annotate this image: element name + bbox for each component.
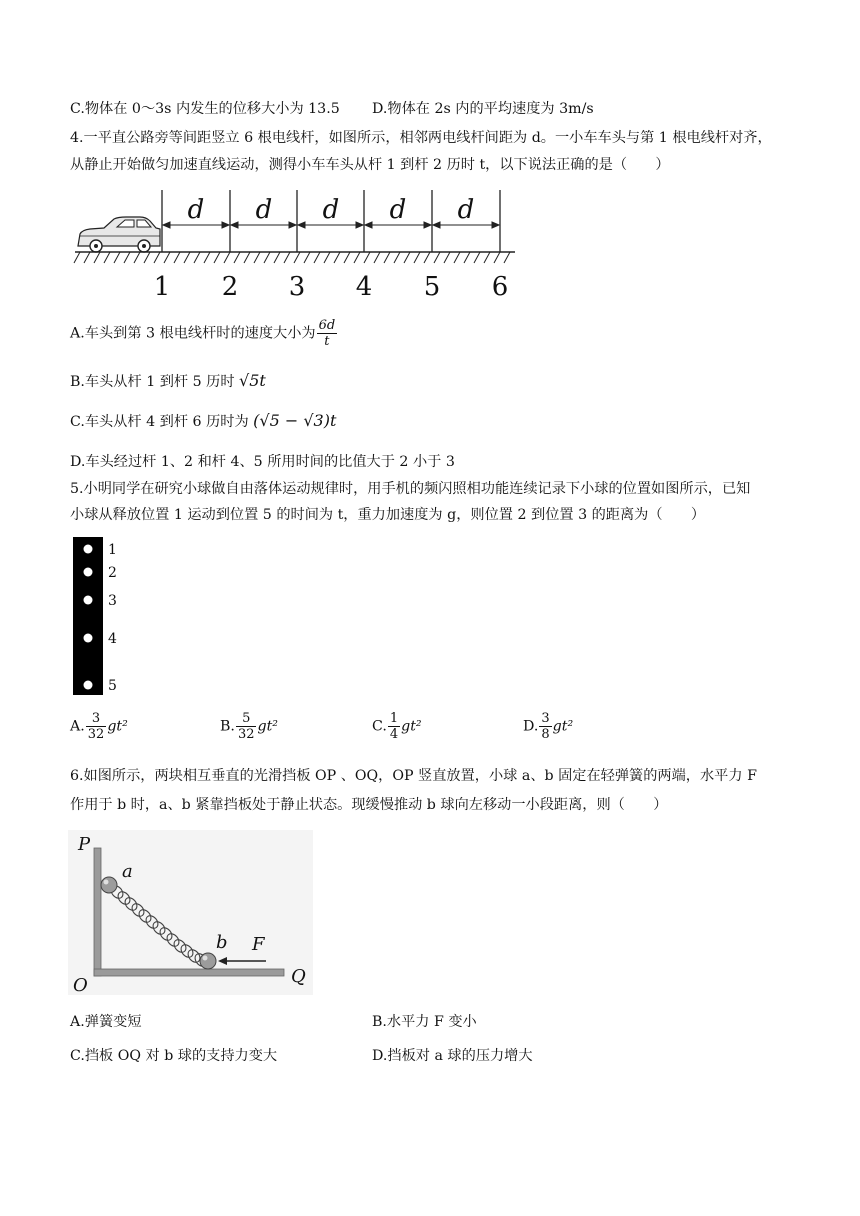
q6-stem-line2: 作用于 b 时，a、b 紧靠挡板处于静止状态。现缓慢推动 b 球向左移动一小段距离，则（ ）: [70, 797, 668, 813]
q4-pole-label: 3: [288, 272, 306, 302]
q4-pole-label: 4: [355, 272, 373, 302]
q4-option-c-text: C.车头从杆 4 到杆 6 历时为: [70, 414, 249, 430]
q4-figure-road-poles: [70, 188, 520, 303]
q4-spacing-label: d: [187, 195, 205, 225]
ball-b: [200, 953, 216, 969]
q4-option-c-expr: (√5 − √3)t: [253, 411, 337, 430]
q5-stem-line1: 5.小明同学在研究小球做自由落体运动规律时，用手机的频闪照相功能连续记录下小球的位置如图所示，已知: [70, 481, 751, 497]
q4-spacing-label: d: [457, 195, 475, 225]
label-b: b: [216, 932, 228, 953]
q5-option-b: B. $\frac{5}{32}$ gt²: [220, 711, 278, 742]
q5-option-d: D. $\frac{3}{8}$ gt²: [523, 711, 574, 742]
label-Q: Q: [291, 966, 306, 987]
q5-option-c: C. $\frac{1}{4}$ gt²: [372, 711, 422, 742]
q5-figure-strobe: [70, 535, 130, 698]
q4-pole-label: 6: [491, 272, 509, 302]
q4-option-b-expr: √5t: [239, 371, 266, 390]
q4-stem-line2: 从静止开始做匀加速直线运动，测得小车车头从杆 1 到杆 2 历时 t，以下说法正确的是（ ）: [70, 157, 670, 173]
q4-spacing-label: d: [389, 195, 407, 225]
label-a: a: [122, 861, 133, 882]
q5-stem-line2: 小球从释放位置 1 运动到位置 5 的时间为 t，重力加速度为 g，则位置 2 到位置 3 的距离为（ ）: [70, 507, 706, 523]
q4-option-b: [70, 371, 266, 391]
q5-position-label: 5: [108, 678, 117, 694]
q6-option-b: B.水平力 F 变小: [372, 1014, 477, 1030]
q4-option-a-text: A.车头到第 3 根电线杆时的速度大小为: [70, 325, 316, 342]
q4-stem-line1: 4.一平直公路旁等间距竖立 6 根电线杆，如图所示，相邻两电线杆间距为 d。一小车车头与第 1 根电线杆对齐，: [70, 130, 772, 146]
q4-option-c: [70, 411, 336, 431]
q5-position-label: 1: [108, 542, 117, 558]
q4-option-a: [70, 318, 338, 349]
q4-option-b-text: B.车头从杆 1 到杆 5 历时: [70, 374, 235, 390]
q6-stem-line1: 6.如图所示，两块相互垂直的光滑挡板 OP 、OQ，OP 竖直放置，小球 a、b 固定在轻弹簧的两端，水平力 F: [70, 768, 757, 784]
q6-option-d: D.挡板对 a 球的压力增大: [372, 1048, 533, 1064]
ball-a: [101, 877, 117, 893]
q6-option-c: C.挡板 OQ 对 b 球的支持力变大: [70, 1048, 278, 1064]
q5-position-label: 3: [108, 593, 117, 609]
q3-option-c: C.物体在 0～3s 内发生的位移大小为 13.5: [70, 101, 340, 117]
label-F: F: [252, 934, 265, 955]
label-P: P: [78, 834, 91, 855]
q3-option-d: D.物体在 2s 内的平均速度为 3m/s: [372, 101, 594, 117]
q5-option-a: A. $\frac{3}{32}$ gt²: [70, 711, 128, 742]
q4-pole-label: 2: [221, 272, 239, 302]
q5-position-label: 4: [108, 631, 117, 647]
label-O: O: [73, 975, 88, 995]
q4-pole-label: 1: [153, 272, 171, 302]
q4-spacing-label: d: [322, 195, 340, 225]
q4-spacing-label: d: [255, 195, 273, 225]
q4-option-d: D.车头经过杆 1、2 和杆 4、5 所用时间的比值大于 2 小于 3: [70, 454, 455, 470]
q6-figure-spring-balls: [68, 830, 313, 995]
q5-position-label: 2: [108, 565, 117, 581]
car-icon: [78, 217, 160, 252]
q4-pole-label: 5: [423, 272, 441, 302]
q6-option-a: A.弹簧变短: [70, 1014, 142, 1030]
q4-option-a-fraction: $\frac{6d}{t}$: [318, 318, 336, 349]
